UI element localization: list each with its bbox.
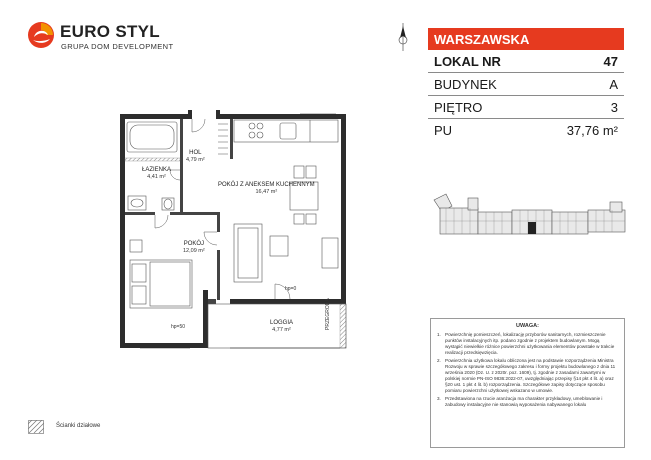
info-value: 37,76 m² [566,122,618,138]
hatch-swatch-icon [28,420,44,434]
info-value: 47 [603,53,618,69]
legend-label: Ścianki działowe [56,423,101,429]
threshold-label: hp=50 [171,324,186,330]
logo-tagline: GRUPA DOM DEVELOPMENT [61,42,174,51]
room-label-room: POKÓJ 12,09 m² [183,241,205,254]
logo-title: EURO STYL [60,22,160,41]
room-label-bathroom: ŁAZIENKA 4,41 m² [142,167,172,180]
note-item: 3. Przedstawiona na rzucie aranżacja ma charakter przykładowy, umeblowanie i zabudowy instalacyjne nie stanowią wyposażenia nabywanego lokalu [437,396,603,407]
room-label-loggia: LOGGIA 4,77 m² [270,320,294,333]
room-label-hall: HOL 4,79 m² [186,150,205,163]
selected-unit-marker [528,222,536,234]
info-label: LOKAL NR [434,53,501,69]
info-value: 3 [610,99,618,115]
note-item: 2. Powierzchnia użytkowa lokalu obliczona jest na podstawie rozporządzenia Ministra Rozwoju w sprawie szczegółowego zakresu i formy projektu budowlanego z dnia 11 września 2020 (Dz. U. z 2020r. poz. 1609), tj. zgodnie z zasadami zawartymi w polskiej normie PN-ISO 9836:2022-07, uwzględniając przepisy §14 pkt 4 lit. a) oraz §20 ust. 1 pkt 4 lit. b) rozporządzenia. Szczegółowe zapisy dotyczące sposobu pomiaru powierzchni użytkowej wskazano w umowie. [437,358,616,393]
building-key-plan [432,190,627,250]
logo [26,20,174,54]
notes-box [430,318,625,448]
notes-title: UWAGA: [516,323,539,329]
threshold-label: hp=0 [285,286,297,292]
info-label: PIĘTRO [434,99,483,115]
floor-plan [100,100,360,360]
apartment-info-panel [428,28,624,141]
north-arrow-icon [392,22,414,52]
info-label: BUDYNEK [434,76,497,92]
logo-icon [26,20,56,50]
partition-label: PRZEGRODA [325,298,331,330]
info-row-area [428,119,624,141]
note-item: 1. Powierzchnię pomieszczeń, lokalizację przyborów sanitarnych, rozmieszczenie punktów instalacyjnych itp. podano zgodnie z projektem budowlanym. Mogą wystąpić niewielkie różnice powierzchni użytkowania elementów powstałe w trakcie realizacji przedsięwzięcia. [437,332,615,355]
info-value: A [609,76,618,92]
legend [28,420,148,436]
room-label-living-kitchen: POKÓJ Z ANEKSEM KUCHENNYM 16,47 m² [218,182,315,195]
info-row-floor [428,96,624,119]
info-row-unit [428,50,624,73]
street-header: WARSZAWSKA [428,28,624,50]
info-row-building [428,73,624,96]
info-label: PU [434,122,453,138]
